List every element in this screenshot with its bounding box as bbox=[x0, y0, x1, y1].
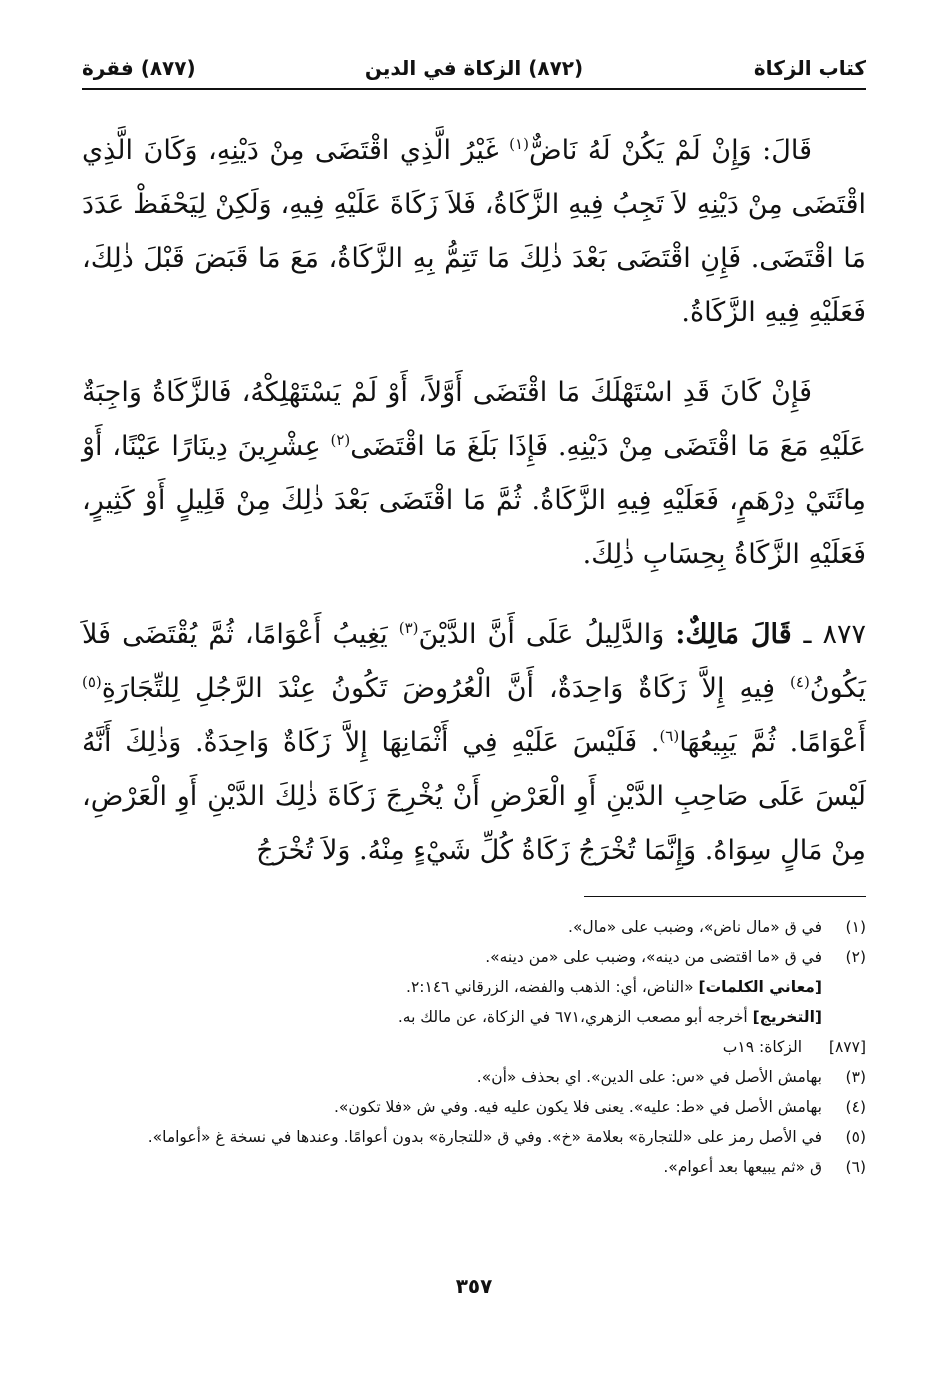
footnote-1 bbox=[82, 912, 866, 942]
header-paragraph-ref: (٨٧٧) فقرة bbox=[82, 56, 196, 80]
footnote-separator bbox=[584, 896, 866, 897]
footnote-ref-5: (٥) bbox=[82, 673, 102, 691]
footnote-text: في ق «ما اقتضى من دينه»، وضبب على «من دينه». bbox=[485, 948, 822, 966]
p3-text-b: يَغِيبُ أَعْوَامًا، ثُمَّ يُقْتَضَى فَلاَ يَكُونُ bbox=[82, 619, 866, 704]
footnote-number: (٤) bbox=[845, 1098, 866, 1116]
takhrij-text: أخرجه أبو مصعب الزهري،٦٧١ في الزكاة، عن مالك به. bbox=[397, 1008, 753, 1026]
footnote-5 bbox=[82, 1122, 866, 1152]
page-number: ٣٥٧ bbox=[455, 1274, 493, 1298]
p1-text-a: قَالَ: وَإِنْ لَمْ يَكُنْ لَهُ نَاضٌّ bbox=[528, 135, 813, 166]
footnote-text: ق «ثم يبيعها بعد أعوام». bbox=[663, 1158, 822, 1176]
word-meanings-text: «الناض، أي: الذهب والفضه، الزرقاني ٢:١٤٦. bbox=[406, 978, 699, 996]
paragraph-number: ٨٧٧ ـ bbox=[803, 619, 867, 650]
p1-text-b: غَيْرُ الَّذِي اقْتَضَى مِنْ دَيْنِهِ، وَكَانَ الَّذِي اقْتَضَى مِنْ دَيْنِهِ لاَ تَجِبُ فِيهِ الزَّكَاةُ، فَلاَ زَكَاةَ عَلَيْهِ فِيهِ، وَلَكِنْ لِيَحْفَظْ عَدَدَ مَا اقْتَضَى. فَإِنِ اقْتَضَى بَعْدَ ذٰلِكَ مَا تَتِمُّ بِهِ الزَّكَاةُ، مَعَ مَا قَبَضَ قَبْلَ ذٰلِكَ، فَعَلَيْهِ فِيهِ الزَّكَاةُ. bbox=[82, 135, 866, 328]
p3-text-a: وَالدَّلِيلُ عَلَى أَنَّ الدَّيْنَ bbox=[418, 619, 676, 650]
footnote-number: (٥) bbox=[845, 1128, 866, 1146]
footnote-3 bbox=[82, 1062, 866, 1092]
paragraph-2 bbox=[82, 366, 866, 582]
speaker: قَالَ مَالِكٌ: bbox=[675, 619, 804, 650]
footnote-text: في الأصل رمز على «للتجارة» بعلامة «خ». وفي ق «للتجارة» بدون أعوامًا. وعندها في نسخة غ «أعواما». bbox=[147, 1128, 822, 1146]
header-chapter-title: (٨٧٢) الزكاة في الدين bbox=[364, 56, 584, 80]
footnote-number: (٣) bbox=[845, 1068, 866, 1086]
footnote-number: (٢) bbox=[845, 948, 866, 966]
footnote-word-meanings bbox=[82, 972, 866, 1002]
footnote-takhrij bbox=[82, 1002, 866, 1032]
footnote-number: (٦) bbox=[845, 1158, 866, 1176]
footnote-4 bbox=[82, 1092, 866, 1122]
paragraph-1 bbox=[82, 124, 866, 340]
footnote-2 bbox=[82, 942, 866, 972]
footnote-ref-3: (٣) bbox=[398, 619, 419, 637]
takhrij-tag: [التخريج] bbox=[752, 1008, 822, 1026]
footnote-ref-2: (٢) bbox=[330, 431, 351, 449]
word-meanings-tag: [معاني الكلمات] bbox=[698, 978, 822, 996]
p3-text-e: . فَلَيْسَ عَلَيْهِ فِي أَثْمَانِهَا إِلاَّ زَكَاةٌ وَاحِدَةٌ. وَذٰلِكَ أَنَّهُ لَيْسَ عَلَى صَاحِبِ الدَّيْنِ أَوِ الْعَرْضِ أَنْ يُخْرِجَ زَكَاةَ ذٰلِكَ الدَّيْنِ أَوِ الْعَرْضِ، مِنْ مَالٍ سِوَاهُ. وَإِنَّمَا تُخْرَجُ زَكَاةُ كُلِّ شَيْءٍ مِنْهُ. وَلاَ تُخْرَجُ bbox=[82, 727, 866, 866]
footnote-number: (١) bbox=[845, 918, 866, 936]
p2-text-b: عِشْرِينَ دِينَارًا عَيْنًا، أَوْ مِائَتَيْ دِرْهَمٍ، فَعَلَيْهِ فِيهِ الزَّكَاةُ. ثُمَّ مَا اقْتَضَى بَعْدَ ذٰلِكَ مِنْ قَلِيلٍ أَوْ كَثِيرٍ، فَعَلَيْهِ الزَّكَاةُ بِحِسَابِ ذٰلِكَ. bbox=[82, 431, 866, 570]
p3-text-c: فِيهِ إِلاَّ زَكَاةٌ وَاحِدَةٌ، أَنَّ الْعُرُوضَ تَكُونُ عِنْدَ الرَّجُلِ لِلتِّجَارَةِ bbox=[101, 673, 791, 704]
footnotes bbox=[82, 912, 866, 1182]
main-text bbox=[82, 124, 866, 878]
p2-text-a: فَإِنْ كَانَ قَدِ اسْتَهْلَكَ مَا اقْتَضَى أَوَّلاً، أَوْ لَمْ يَسْتَهْلِكْهُ، فَالزَّكَاةُ وَاجِبَةٌ عَلَيْهِ مَعَ مَا اقْتَضَى مِنْ دَيْنِهِ. فَإِذَا بَلَغَ مَا اقْتَضَى bbox=[82, 377, 866, 462]
header-book-title: كتاب الزكاة bbox=[753, 56, 866, 80]
footnote-text: في ق «مال ناض»، وضبب على «مال». bbox=[568, 918, 822, 936]
p3-text-d: أَعْوَامًا. ثُمَّ يَبِيعُهَا bbox=[679, 727, 866, 758]
manuscript-reference-877 bbox=[82, 1032, 866, 1062]
reference-number: [٨٧٧] bbox=[828, 1038, 866, 1056]
footnote-6 bbox=[82, 1152, 866, 1182]
footnote-text: بهامش الأصل في «ط: عليه». يعنى فلا يكون عليه فيه. وفي ش «فلا تكون». bbox=[333, 1098, 822, 1116]
reference-text: الزكاة: ١٩ب bbox=[722, 1038, 802, 1056]
footnote-text: بهامش الأصل في «س: على الدين». اي بحذف «أن». bbox=[476, 1068, 822, 1086]
footnote-ref-4: (٤) bbox=[790, 673, 810, 691]
footnote-ref-1: (١) bbox=[509, 135, 529, 153]
footnote-ref-6: (٦) bbox=[659, 727, 680, 745]
paragraph-877 bbox=[82, 608, 866, 878]
running-header bbox=[82, 52, 866, 90]
